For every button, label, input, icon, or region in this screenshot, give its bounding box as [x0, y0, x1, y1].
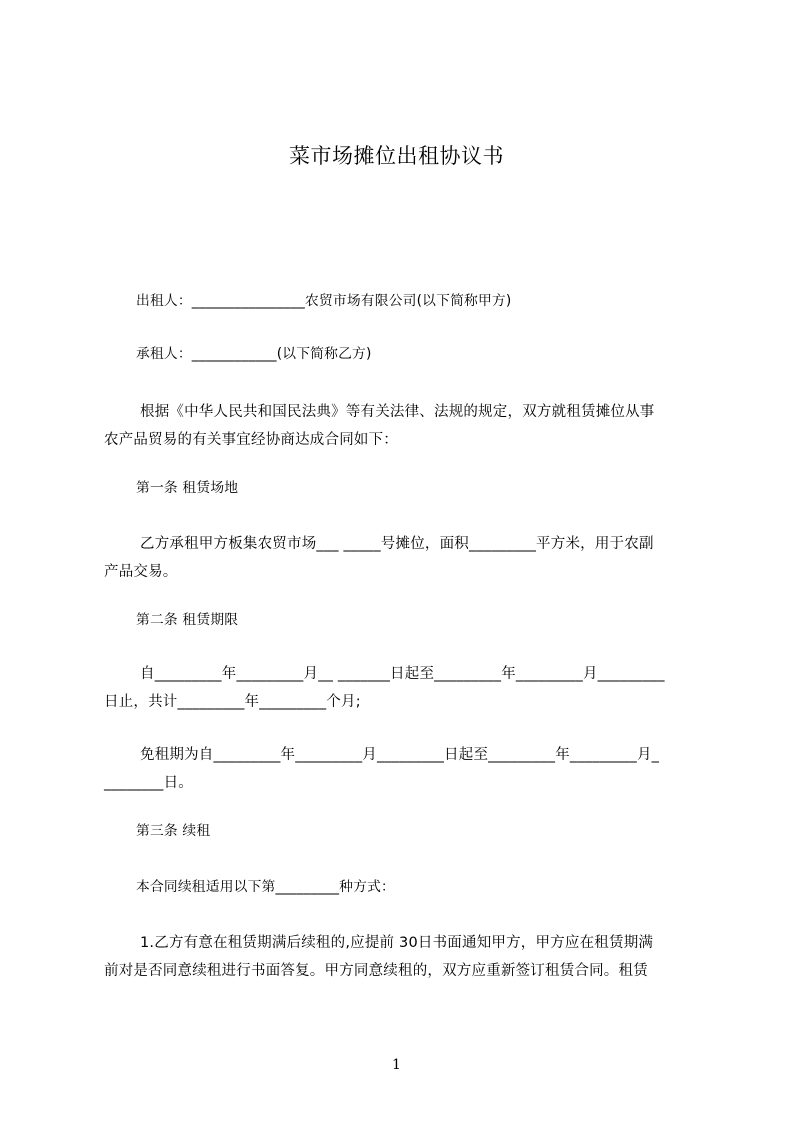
article-3-item-1-line-1: 1.乙方有意在租赁期满后续租的,应提前 30日书面通知甲方，甲方应在租赁期满	[140, 935, 654, 951]
article-2-term-paragraph	[104, 660, 702, 716]
article-2-heading: 第二条 租赁期限	[136, 612, 239, 628]
article-1-line-2: 产品交易。	[104, 564, 178, 580]
article-3-item-1-line-2: 前对是否同意续租进行书面答复。甲方同意续租的，双方应重新签订租赁合同。租赁	[104, 963, 648, 979]
article-3-intro: 本合同续租适用以下第_________种方式：	[136, 879, 395, 895]
lessor-line: 出租人：________________农贸市场有限公司(以下简称甲方)	[136, 293, 512, 309]
article-2-free-paragraph	[104, 741, 702, 797]
preamble-line-2: 农产品贸易的有关事宜经协商达成合同如下：	[104, 432, 398, 448]
preamble-paragraph	[104, 398, 702, 454]
article-2-free-line-1: 免租期为自_________年_________月_________日起至_________年_________月_	[140, 747, 660, 763]
article-3-heading: 第三条 续租	[136, 823, 211, 839]
page-number: 1	[392, 1057, 401, 1073]
document-title: 菜市场摊位出租协议书	[289, 144, 504, 168]
article-2-free-line-2: ________日。	[104, 775, 193, 791]
article-1-line-1: 乙方承租甲方板集农贸市场___ _____号摊位，面积_________平方米，用于农副	[140, 536, 654, 552]
article-2-term-line-2: 日止，共计_________年_________个月;	[104, 694, 361, 710]
article-2-term-line-1: 自_________年_________月__ _______日起至_________年_________月_________	[140, 666, 665, 682]
lessee-line: 承租人：____________(以下简称乙方)	[136, 346, 372, 362]
article-1-heading: 第一条 租赁场地	[136, 480, 239, 496]
article-3-item-1-paragraph	[104, 929, 702, 985]
preamble-line-1: 根据《中华人民共和国民法典》等有关法律、法规的规定，双方就租赁摊位从事	[140, 404, 655, 420]
article-1-paragraph	[104, 530, 702, 586]
